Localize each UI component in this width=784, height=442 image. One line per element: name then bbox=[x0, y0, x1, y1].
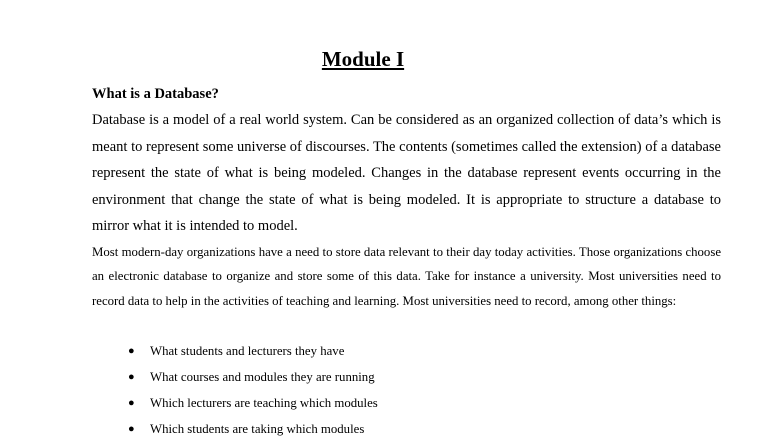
list-item-text: Which students are taking which modules bbox=[150, 422, 365, 436]
bullet-icon: ● bbox=[128, 371, 135, 383]
paragraph-organizations: Most modern-day organizations have a need to store data relevant to their day today activities. Those organizations choose an electronic database to organize and store some of this data. Take for instance a university. Most universities need to record data to help in the activities of teaching and learning. Most universities need to record, among other things: bbox=[92, 245, 721, 308]
bullet-icon: ● bbox=[128, 345, 135, 357]
list-item-text: What students and lecturers they have bbox=[150, 344, 345, 358]
paragraph-database-definition: Database is a model of a real world system. Can be considered as an organized collection of data’s which is meant to represent some universe of discourses. The contents (sometimes called the extension) of a database represent the state of what is being modeled. Changes in the database represent events occurring in the environment that change the state of what is being modeled. It is appropriate to structure a database to mirror what it is intended to model. bbox=[92, 112, 721, 235]
module-title: Module I bbox=[321, 47, 405, 71]
bullet-icon: ● bbox=[128, 397, 135, 409]
section-heading: What is a Database? bbox=[92, 86, 219, 102]
bullet-icon: ● bbox=[128, 423, 135, 435]
list-item-text: Which lecturers are teaching which modules bbox=[150, 396, 378, 410]
list-item-text: What courses and modules they are running bbox=[150, 370, 375, 384]
